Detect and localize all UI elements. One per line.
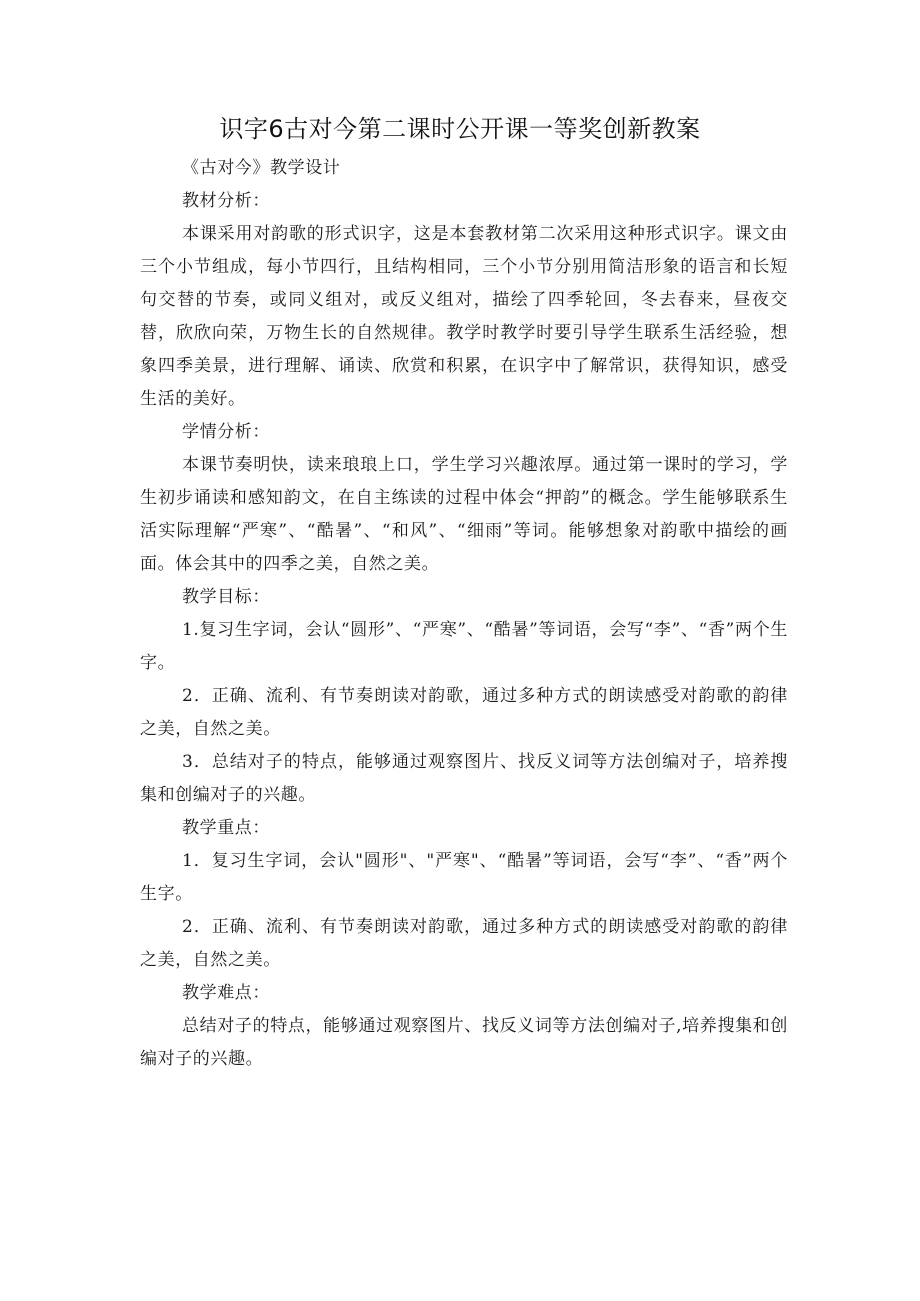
- key-point-item-2: 2．正确、流利、有节奏朗读对韵歌，通过多种方式的朗读感受对韵歌的韵律之美，自然之美。: [140, 917, 788, 970]
- section-heading-material: 教材分析：: [182, 191, 270, 211]
- section-heading-goals: 教学目标：: [182, 587, 270, 607]
- paragraph-learning-analysis: 本课节奏明快，读来琅琅上口，学生学习兴趣浓厚。通过第一课时的学习，学生初步诵读和感知韵文，在自主练读的过程中体会“押韵”的概念。学生能够联系生活实际理解“严寒”、“酷暑”、“和风”、“细雨”等词。能够想象对韵歌中描绘的画面。体会其中的四季之美，自然之美。: [140, 455, 788, 574]
- goal-item-2: 2．正确、流利、有节奏朗读对韵歌，通过多种方式的朗读感受对韵歌的韵律之美，自然之美。: [140, 686, 788, 739]
- paragraph-material-analysis: 本课采用对韵歌的形式识字，这是本套教材第二次采用这种形式识字。课文由三个小节组成，每小节四行，且结构相同，三个小节分别用简洁形象的语言和长短句交替的节奏，或同义组对，或反义组对，描绘了四季轮回，冬去春来，昼夜交替，欣欣向荣，万物生长的自然规律。教学时教学时要引导学生联系生活经验，想象四季美景，进行理解、诵读、欣赏和积累，在识字中了解常识，获得知识，感受生活的美好。: [140, 224, 788, 409]
- document-title: 识字6古对今第二课时公开课一等奖创新教案: [219, 115, 701, 143]
- section-heading-learning: 学情分析：: [182, 422, 270, 442]
- paragraph-difficulty: 总结对子的特点，能够通过观察图片、找反义词等方法创编对子,培养搜集和创编对子的兴趣。: [140, 1016, 788, 1069]
- goal-item-1: 1.复习生字词，会认“圆形”、“严寒”、“酷暑”等词语，会写“李”、“香”两个生字。: [140, 620, 788, 673]
- document-body: [140, 152, 788, 1076]
- document-subtitle: 《古对今》教学设计: [182, 158, 341, 178]
- section-heading-difficulty: 教学难点：: [182, 983, 270, 1003]
- key-point-item-1: 1．复习生字词，会认"圆形"、"严寒"、“酷暑”等词语，会写“李”、“香”两个生字。: [140, 851, 788, 904]
- section-heading-key-points: 教学重点：: [182, 818, 270, 838]
- goal-item-3: 3．总结对子的特点，能够通过观察图片、找反义词等方法创编对子，培养搜集和创编对子的兴趣。: [140, 752, 788, 805]
